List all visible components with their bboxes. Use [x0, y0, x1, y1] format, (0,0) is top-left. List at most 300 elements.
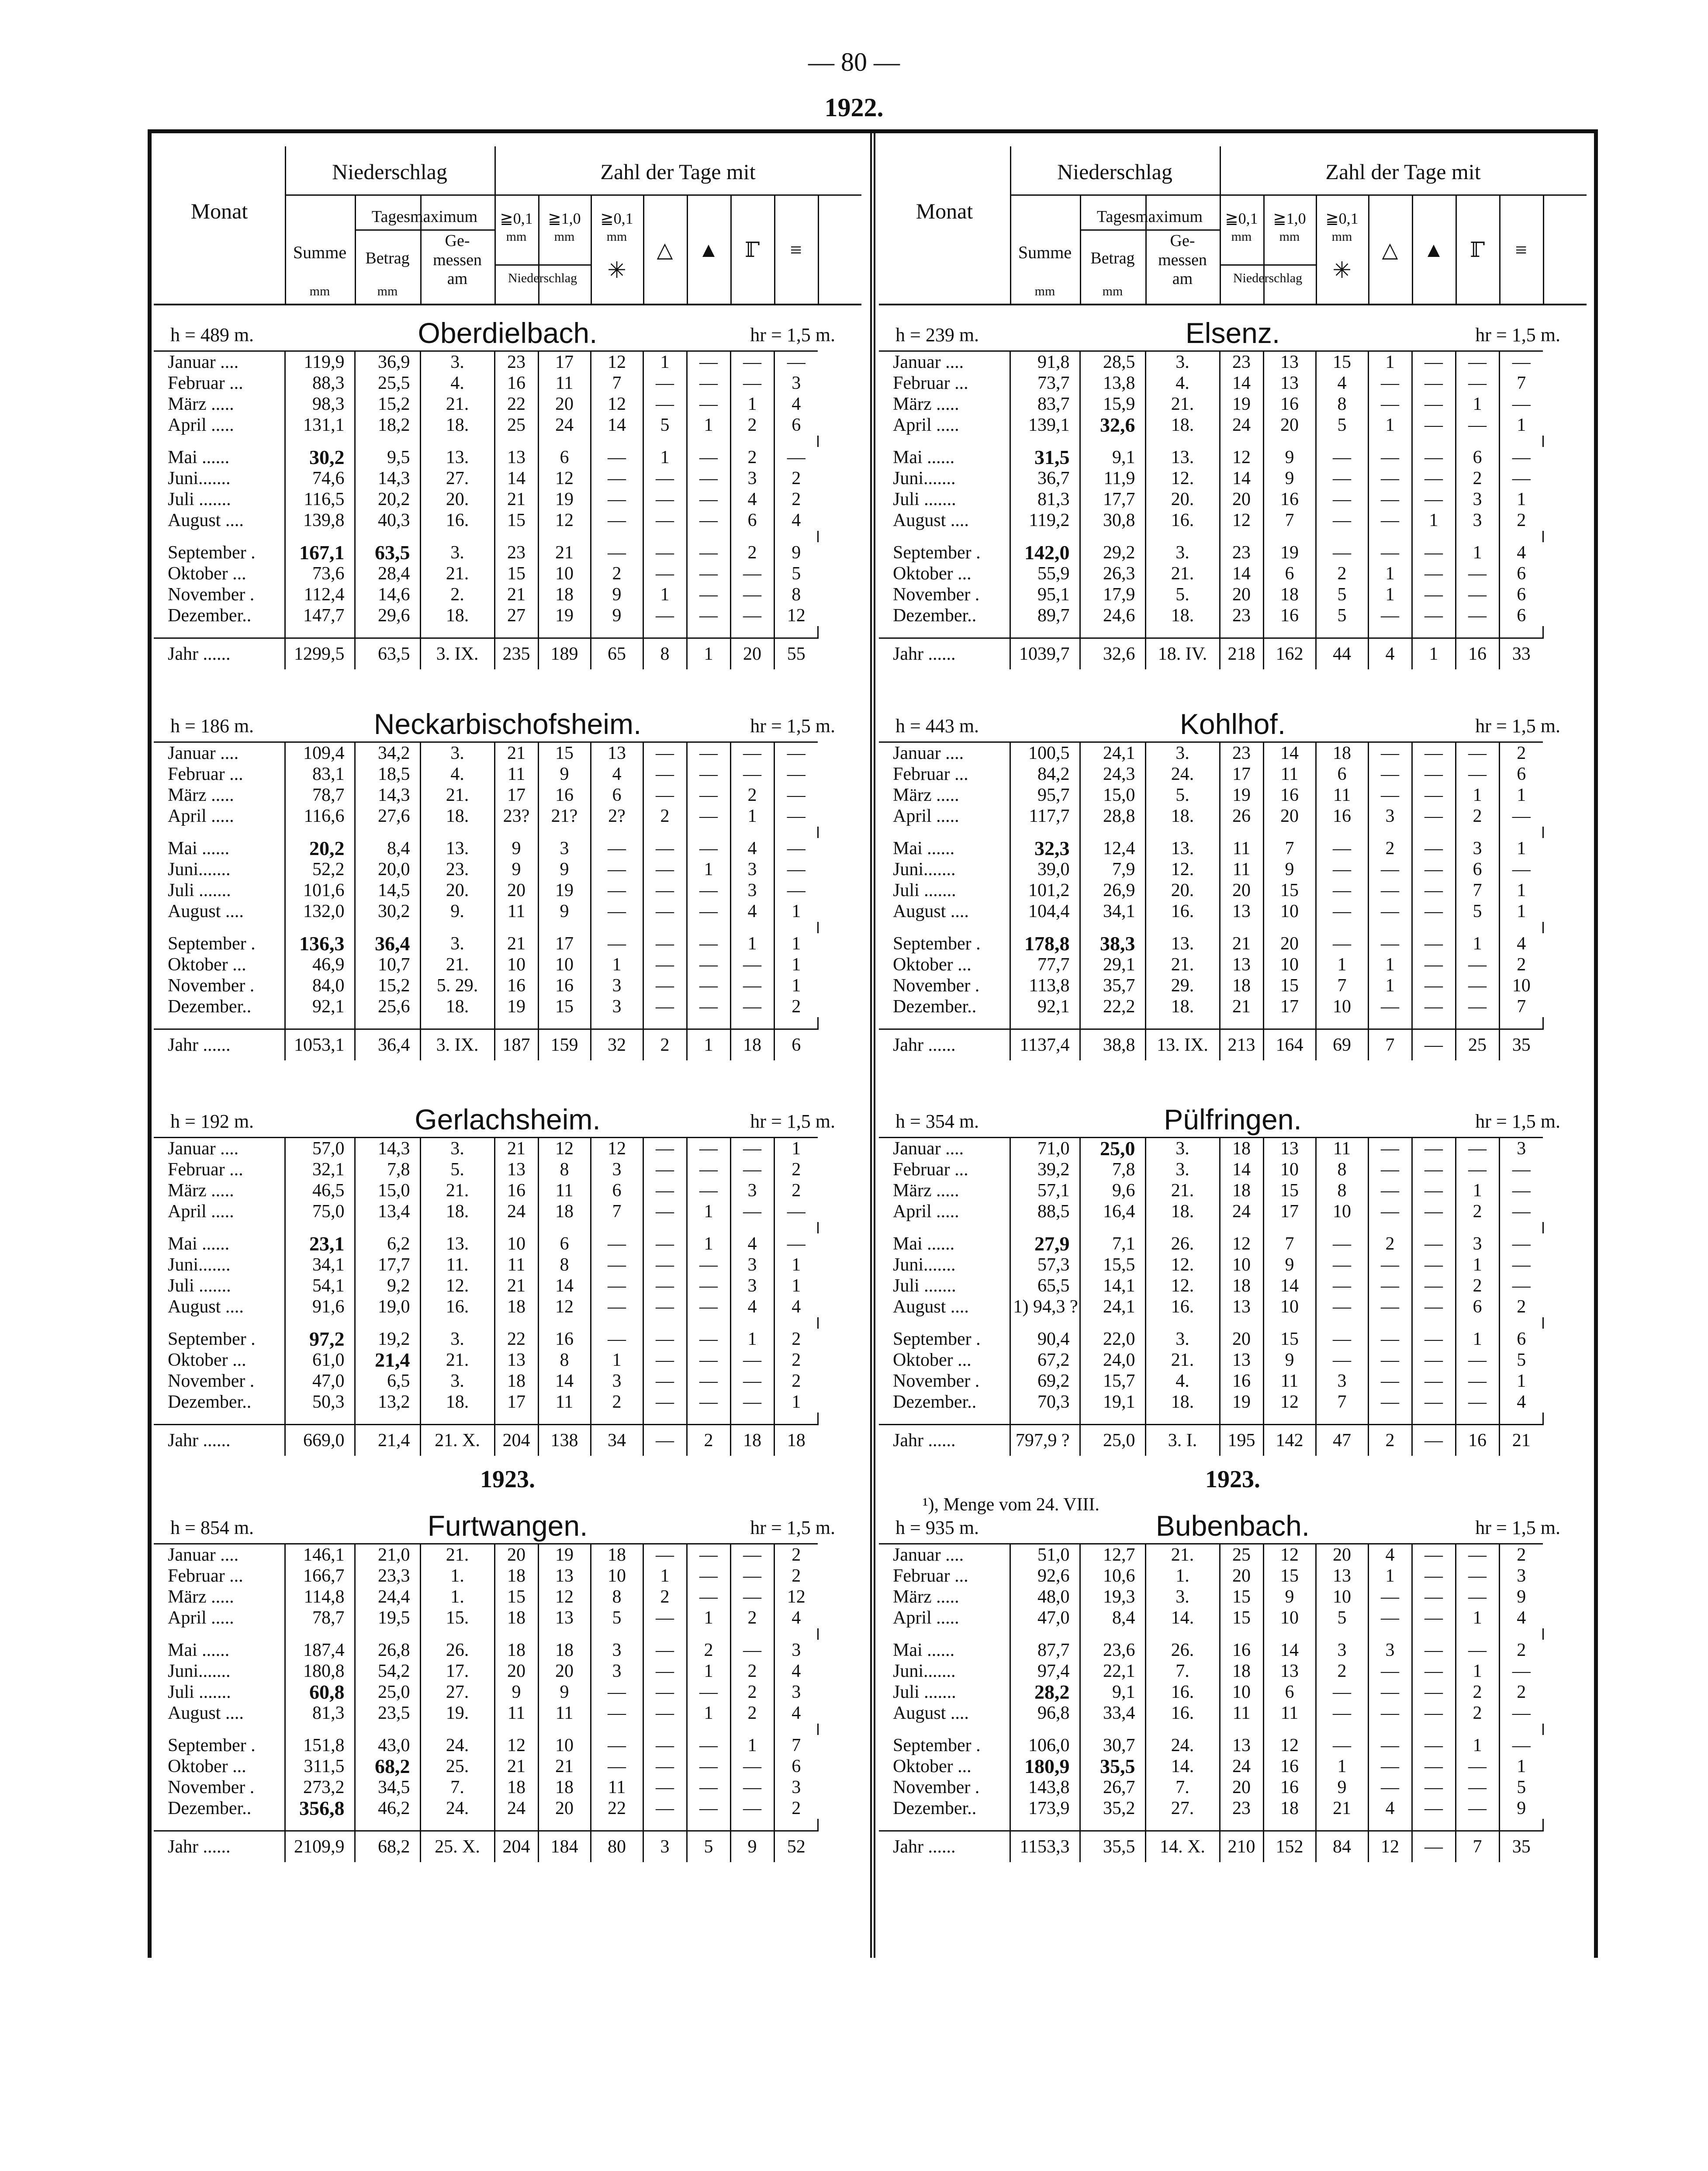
station-name: Elsenz.: [1185, 317, 1280, 349]
value-cell: —: [1499, 468, 1543, 489]
value-cell: —: [643, 1159, 687, 1180]
value-cell: 80: [591, 1831, 643, 1863]
spacer-cell: [1499, 1317, 1543, 1329]
value-cell: —: [730, 996, 774, 1017]
value-cell: —: [591, 1296, 643, 1317]
value-cell: 71,0: [1010, 1138, 1080, 1160]
value-cell: 10: [1316, 1586, 1368, 1607]
spacer-cell: [1220, 1017, 1263, 1029]
spacer-cell: [591, 626, 643, 638]
spacer-cell: [154, 436, 285, 447]
spacer-cell: [591, 531, 643, 542]
value-cell: 20: [1220, 489, 1263, 510]
value-cell: 3: [730, 859, 774, 880]
value-cell: —: [730, 1392, 774, 1413]
table-row: [879, 373, 1587, 394]
value-cell: 15: [538, 996, 591, 1017]
value-cell: 5: [1456, 901, 1499, 922]
value-cell: —: [1316, 1735, 1368, 1756]
value-cell: 23: [1220, 542, 1263, 563]
table-row: [879, 510, 1587, 531]
station-gauge-height: hr = 1,5 m.: [750, 1517, 835, 1538]
value-cell: —: [1368, 996, 1412, 1017]
value-cell: 15: [1263, 1329, 1316, 1350]
header-rule: [285, 146, 286, 304]
value-cell: 12: [538, 510, 591, 531]
value-cell: 3: [730, 1254, 774, 1275]
spacer-cell: [1412, 1222, 1456, 1233]
value-cell: —: [730, 1201, 774, 1222]
table-row: [154, 1138, 861, 1160]
value-cell: 7,8: [355, 1159, 420, 1180]
spacer-cell: [1145, 1222, 1220, 1233]
value-cell: 213: [1220, 1029, 1263, 1061]
spacer-cell: [1368, 1724, 1412, 1735]
value-cell: 8: [538, 1350, 591, 1371]
value-cell: 52: [774, 1831, 818, 1863]
value-cell: 1: [730, 394, 774, 415]
value-cell: 23: [494, 351, 538, 373]
value-cell: —: [1499, 1180, 1543, 1201]
value-cell: —: [643, 1640, 687, 1661]
value-cell: 2: [1499, 742, 1543, 764]
header-unit: mm: [1231, 229, 1252, 244]
value-cell: 4: [1368, 1798, 1412, 1819]
value-cell: 24,3: [1080, 764, 1145, 785]
month-label: Januar ....: [154, 1138, 285, 1160]
spacer-cell: [1263, 1628, 1316, 1640]
value-cell: 7,1: [1080, 1233, 1145, 1254]
value-cell: —: [1368, 468, 1412, 489]
spacer-cell: [643, 1317, 687, 1329]
value-cell: 6: [1263, 563, 1316, 584]
value-cell: 7,9: [1080, 859, 1145, 880]
value-cell: 2: [730, 1703, 774, 1724]
value-cell: 31,5: [1010, 447, 1080, 468]
value-cell: 69,2: [1010, 1371, 1080, 1392]
spacer-cell: [818, 827, 861, 838]
spacer-cell: [1010, 1724, 1080, 1735]
value-cell: —: [687, 489, 730, 510]
value-cell: 12: [1263, 1544, 1316, 1566]
triangle-icon: △: [1382, 239, 1398, 262]
value-cell: —: [643, 1756, 687, 1777]
spacer-cell: [494, 1317, 538, 1329]
spacer-cell: [730, 1724, 774, 1735]
value-cell: 33: [1499, 638, 1543, 670]
value-cell: —: [687, 542, 730, 563]
value-cell: 187: [494, 1029, 538, 1061]
value-cell: —: [1412, 742, 1456, 764]
spacer-cell: [420, 1317, 494, 1329]
value-cell: 11: [1263, 1703, 1316, 1724]
value-cell: 2: [591, 563, 643, 584]
value-cell: 20: [1263, 933, 1316, 954]
value-cell: —: [730, 1640, 774, 1661]
value-cell: 13,4: [355, 1201, 420, 1222]
value-cell: 21?: [538, 806, 591, 827]
spacer-cell: [591, 1317, 643, 1329]
value-cell: 16: [1263, 785, 1316, 806]
spacer-cell: [879, 436, 1010, 447]
spacer-cell: [730, 1222, 774, 1233]
value-cell: —: [730, 1544, 774, 1566]
value-cell: 204: [494, 1831, 538, 1863]
value-cell: —: [774, 806, 818, 827]
value-cell: 2: [687, 1425, 730, 1456]
header-ge01: ≧0,1: [1225, 210, 1258, 227]
value-cell: 12.: [1145, 859, 1220, 880]
row-spacer: [154, 531, 861, 542]
month-label: Januar ....: [154, 1544, 285, 1566]
snow-icon: ✳: [607, 258, 626, 283]
month-label: Dezember..: [893, 997, 977, 1017]
spacer-cell: [774, 827, 818, 838]
value-cell: —: [591, 1233, 643, 1254]
value-cell: 1: [591, 1350, 643, 1371]
spacer-cell: [1220, 1724, 1263, 1735]
spacer-cell: [285, 436, 355, 447]
value-cell: 16.: [1145, 901, 1220, 922]
spacer-cell: [1368, 922, 1412, 933]
spacer-cell: [1316, 1819, 1368, 1831]
table-row: [154, 1661, 861, 1682]
value-cell: 2: [730, 1682, 774, 1703]
value-cell: 14: [538, 1371, 591, 1392]
value-cell: 84,0: [285, 975, 355, 996]
value-cell: 2: [730, 1607, 774, 1628]
month-label: Oktober ...: [168, 564, 246, 584]
spacer-cell: [591, 1724, 643, 1735]
value-cell: 20: [494, 880, 538, 901]
value-cell: 21: [1499, 1425, 1543, 1456]
snow-icon: ✳: [1332, 258, 1352, 283]
value-cell: —: [643, 1275, 687, 1296]
value-cell: 5. 29.: [420, 975, 494, 996]
value-cell: —: [1412, 1233, 1456, 1254]
month-label: August ....: [893, 901, 969, 921]
row-spacer: [879, 1317, 1587, 1329]
value-cell: 9: [1263, 1254, 1316, 1275]
value-cell: 19,2: [355, 1329, 420, 1350]
month-label: Oktober ...: [893, 564, 972, 584]
station-header: [154, 310, 861, 350]
header-rule: [285, 194, 861, 196]
value-cell: 57,3: [1010, 1254, 1080, 1275]
value-cell: 17: [1220, 764, 1263, 785]
value-cell: —: [1499, 447, 1543, 468]
header-rule: [1456, 194, 1457, 304]
spacer-cell: [1010, 922, 1080, 933]
spacer-cell: [420, 1017, 494, 1029]
spacer-cell: [1145, 531, 1220, 542]
table-row: [879, 563, 1587, 584]
value-cell: —: [1412, 351, 1456, 373]
value-cell: 18.: [420, 415, 494, 436]
table-row: [154, 1735, 861, 1756]
month-label: Juni.......: [168, 1255, 231, 1275]
spacer-cell: [1080, 1317, 1145, 1329]
value-cell: 3. IX.: [420, 1029, 494, 1061]
table-row: [879, 1682, 1587, 1703]
value-cell: 9: [1263, 1350, 1316, 1371]
spacer-cell: [730, 1819, 774, 1831]
header-rule: [818, 194, 819, 304]
spacer-cell: [1010, 436, 1080, 447]
value-cell: —: [687, 605, 730, 626]
value-cell: 112,4: [285, 584, 355, 605]
value-cell: —: [1412, 838, 1456, 859]
value-cell: 19: [1220, 1392, 1263, 1413]
value-cell: —: [643, 1607, 687, 1628]
table-row: [879, 1661, 1587, 1682]
value-cell: 146,1: [285, 1544, 355, 1566]
spacer-cell: [818, 1317, 861, 1329]
spacer-cell: [1456, 1317, 1499, 1329]
spacer-cell: [643, 626, 687, 638]
value-cell: 10: [1316, 996, 1368, 1017]
value-cell: —: [1499, 394, 1543, 415]
value-cell: 17,9: [1080, 584, 1145, 605]
value-cell: 11: [1316, 785, 1368, 806]
table-row: [879, 1777, 1587, 1798]
spacer-cell: [1543, 1819, 1587, 1831]
table-row: [154, 1254, 861, 1275]
value-cell: 14: [494, 468, 538, 489]
value-cell: —: [1499, 1735, 1543, 1756]
value-cell: —: [591, 1275, 643, 1296]
value-cell: —: [1368, 447, 1412, 468]
value-cell: —: [1412, 1159, 1456, 1180]
header-rule: [494, 264, 591, 266]
station-name: Gerlachsheim.: [415, 1103, 601, 1136]
value-cell: 35,5: [1080, 1831, 1145, 1863]
annual-row: [154, 638, 861, 670]
spacer-cell: [420, 1222, 494, 1233]
value-cell: 2: [774, 489, 818, 510]
month-label: Januar ....: [154, 742, 285, 764]
spacer-cell: [1145, 1628, 1220, 1640]
spacer-cell: [285, 922, 355, 933]
value-cell: 8: [1316, 1159, 1368, 1180]
value-cell: 6: [774, 415, 818, 436]
spacer-cell: [687, 626, 730, 638]
spacer-cell: [154, 531, 285, 542]
spacer-cell: [1145, 1724, 1220, 1735]
value-cell: 2: [774, 996, 818, 1017]
spacer-cell: [1145, 922, 1220, 933]
value-cell: 21: [494, 1756, 538, 1777]
station-header: [154, 1097, 861, 1137]
spacer-cell: [591, 922, 643, 933]
month-label: März .....: [893, 785, 959, 805]
spacer-cell: [285, 531, 355, 542]
spacer-cell: [154, 827, 285, 838]
value-cell: 189: [538, 638, 591, 670]
value-cell: 1: [1499, 880, 1543, 901]
value-cell: 1: [687, 1607, 730, 1628]
header-summe: Summe: [1018, 242, 1072, 262]
header-rule: [355, 229, 494, 231]
value-cell: 6: [1499, 563, 1543, 584]
value-cell: —: [643, 975, 687, 996]
value-cell: 21: [494, 489, 538, 510]
spacer-cell: [285, 1628, 355, 1640]
month-label: Februar ...: [893, 1566, 968, 1586]
value-cell: 20: [1220, 584, 1263, 605]
value-cell: 5: [591, 1607, 643, 1628]
value-cell: 65,5: [1010, 1275, 1080, 1296]
value-cell: 9: [538, 901, 591, 922]
value-cell: 47,0: [1010, 1607, 1080, 1628]
value-cell: —: [1368, 1703, 1412, 1724]
spacer-cell: [687, 1317, 730, 1329]
table-row: [879, 1275, 1587, 1296]
spacer-cell: [774, 922, 818, 933]
annual-row: [154, 1425, 861, 1456]
value-cell: 21: [494, 933, 538, 954]
value-cell: 22,0: [1080, 1329, 1145, 1350]
value-cell: —: [687, 1682, 730, 1703]
value-cell: —: [774, 859, 818, 880]
value-cell: —: [687, 1371, 730, 1392]
month-label: September .: [168, 1735, 256, 1755]
value-cell: —: [591, 447, 643, 468]
value-cell: —: [1368, 1661, 1412, 1682]
table-row: [154, 742, 861, 764]
value-cell: 1.: [420, 1565, 494, 1586]
value-cell: 39,0: [1010, 859, 1080, 880]
value-cell: 3: [1499, 1138, 1543, 1160]
value-cell: 13: [1220, 901, 1263, 922]
station-altitude: h = 935 m.: [895, 1517, 979, 1538]
spacer-cell: [1368, 1017, 1412, 1029]
spacer-cell: [730, 436, 774, 447]
table-row: [154, 584, 861, 605]
value-cell: —: [591, 489, 643, 510]
value-cell: 20: [494, 1661, 538, 1682]
value-cell: —: [591, 1735, 643, 1756]
value-cell: 10: [494, 954, 538, 975]
value-cell: —: [643, 859, 687, 880]
value-cell: 16: [538, 1329, 591, 1350]
value-cell: 3: [774, 1640, 818, 1661]
table-row: [879, 1607, 1587, 1628]
value-cell: 4: [1499, 933, 1543, 954]
value-cell: —: [1368, 933, 1412, 954]
value-cell: 12: [538, 1138, 591, 1160]
month-label: März .....: [893, 1587, 959, 1607]
value-cell: —: [643, 1233, 687, 1254]
value-cell: 2: [1316, 563, 1368, 584]
spacer-cell: [879, 1413, 1010, 1425]
value-cell: 14: [1263, 1640, 1316, 1661]
spacer-cell: [355, 531, 420, 542]
header-niederschlag: Niederschlag: [332, 159, 447, 184]
value-cell: 1153,3: [1010, 1831, 1080, 1863]
month-label: Dezember..: [893, 606, 977, 626]
value-cell: —: [643, 373, 687, 394]
spacer-cell: [1368, 1413, 1412, 1425]
value-cell: 16: [1220, 1640, 1263, 1661]
spacer-cell: [1316, 827, 1368, 838]
value-cell: —: [643, 510, 687, 531]
table-row: [154, 996, 861, 1017]
value-cell: 1: [687, 859, 730, 880]
table-row: [154, 764, 861, 785]
value-cell: 2: [1499, 1682, 1543, 1703]
row-spacer: [154, 436, 861, 447]
spacer-cell: [1263, 1222, 1316, 1233]
value-cell: 4: [774, 1661, 818, 1682]
spacer-cell: [1368, 1819, 1412, 1831]
value-cell: —: [643, 1703, 687, 1724]
value-cell: 1.: [420, 1586, 494, 1607]
value-cell: —: [643, 764, 687, 785]
spacer-cell: [538, 1222, 591, 1233]
value-cell: —: [774, 1233, 818, 1254]
value-cell: 142,0: [1010, 542, 1080, 563]
value-cell: 2: [730, 542, 774, 563]
value-cell: 3: [730, 1275, 774, 1296]
value-cell: 16: [1263, 1777, 1316, 1798]
value-cell: —: [687, 1544, 730, 1566]
value-cell: 6: [1499, 584, 1543, 605]
row-spacer: [154, 1413, 861, 1425]
value-cell: 27.: [420, 1682, 494, 1703]
value-cell: 29.: [1145, 975, 1220, 996]
value-cell: 1: [1412, 510, 1456, 531]
value-cell: —: [774, 1201, 818, 1222]
header-ge01: ≧0,1: [1325, 210, 1359, 227]
station-altitude: h = 239 m.: [895, 324, 979, 346]
spacer-cell: [538, 1724, 591, 1735]
spacer-cell: [1263, 531, 1316, 542]
table-row: [154, 373, 861, 394]
spacer-cell: [1080, 827, 1145, 838]
value-cell: 21. X.: [420, 1425, 494, 1456]
spacer-cell: [1316, 626, 1368, 638]
value-cell: 17,7: [355, 1254, 420, 1275]
spacer-cell: [494, 922, 538, 933]
value-cell: —: [1368, 605, 1412, 626]
spacer-cell: [494, 626, 538, 638]
value-cell: —: [1499, 351, 1543, 373]
value-cell: —: [643, 954, 687, 975]
value-cell: 1: [1456, 1180, 1499, 1201]
row-spacer: [154, 827, 861, 838]
value-cell: 109,4: [285, 742, 355, 764]
station-name: Pülfringen.: [1164, 1103, 1302, 1136]
value-cell: 19,0: [355, 1296, 420, 1317]
value-cell: 44: [1316, 638, 1368, 670]
value-cell: 12: [1220, 1233, 1263, 1254]
header-rule: [538, 194, 539, 304]
value-cell: 12,7: [1080, 1544, 1145, 1566]
value-cell: 7: [1368, 1029, 1412, 1061]
value-cell: 2: [1456, 1201, 1499, 1222]
table-row: [879, 954, 1587, 975]
value-cell: 2: [730, 415, 774, 436]
value-cell: 13: [1316, 1565, 1368, 1586]
value-cell: 13: [494, 1350, 538, 1371]
row-spacer: [879, 1413, 1587, 1425]
value-cell: 1: [1499, 415, 1543, 436]
spacer-cell: [1263, 1317, 1316, 1329]
spacer-cell: [879, 827, 1010, 838]
month-label: Oktober ...: [168, 1756, 246, 1776]
spacer-cell: [420, 1413, 494, 1425]
